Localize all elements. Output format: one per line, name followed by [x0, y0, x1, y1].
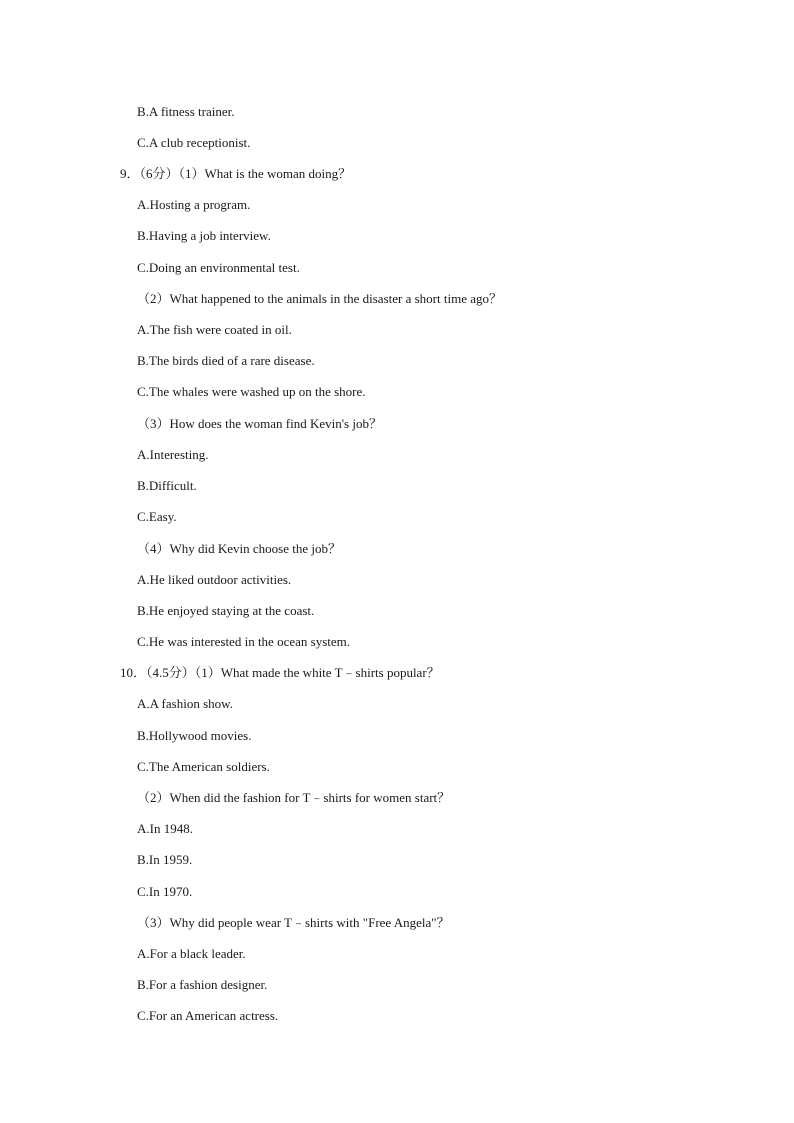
option-9-2c: C.The whales were washed up on the shore.	[137, 384, 366, 399]
option-10-3a: A.For a black leader.	[137, 946, 246, 961]
option-10-2c: C.In 1970.	[137, 884, 193, 899]
option-9-3b: B.Difficult.	[137, 478, 197, 493]
question-9-4: （4）Why did Kevin choose the job？	[137, 541, 341, 556]
option-9-3a: A.Interesting.	[137, 447, 209, 462]
option-10-1a: A.A fashion show.	[137, 696, 233, 711]
option-8c: C.A club receptionist.	[137, 135, 251, 150]
option-9-1b: B.Having a job interview.	[137, 228, 271, 243]
option-9-4a: A.He liked outdoor activities.	[137, 572, 292, 587]
option-10-3b: B.For a fashion designer.	[137, 977, 268, 992]
option-10-3c: C.For an American actress.	[137, 1008, 279, 1023]
option-9-1a: A.Hosting a program.	[137, 197, 251, 212]
option-9-3c: C.Easy.	[137, 509, 177, 524]
option-9-2b: B.The birds died of a rare disease.	[137, 353, 315, 368]
option-9-4b: B.He enjoyed staying at the coast.	[137, 603, 315, 618]
question-9-1: 9．（6分）（1）What is the woman doing？	[120, 166, 352, 181]
option-10-2a: A.In 1948.	[137, 821, 193, 836]
option-10-2b: B.In 1959.	[137, 852, 193, 867]
question-9-3: （3）How does the woman find Kevin's job？	[137, 416, 382, 431]
option-9-2a: A.The fish were coated in oil.	[137, 322, 292, 337]
question-10-2: （2）When did the fashion for T﹣shirts for women start？	[137, 790, 451, 805]
option-9-1c: C.Doing an environmental test.	[137, 260, 300, 275]
option-10-1c: C.The American soldiers.	[137, 759, 270, 774]
question-10-1: 10．（4.5分）（1）What made the white T﹣shirts popular？	[120, 665, 440, 680]
option-9-4c: C.He was interested in the ocean system.	[137, 634, 350, 649]
option-8b: B.A fitness trainer.	[137, 104, 235, 119]
question-9-2: （2）What happened to the animals in the disaster a short time ago？	[137, 291, 502, 306]
option-10-1b: B.Hollywood movies.	[137, 728, 252, 743]
question-10-3: （3）Why did people wear T﹣shirts with "Free Angela"？	[137, 915, 450, 930]
